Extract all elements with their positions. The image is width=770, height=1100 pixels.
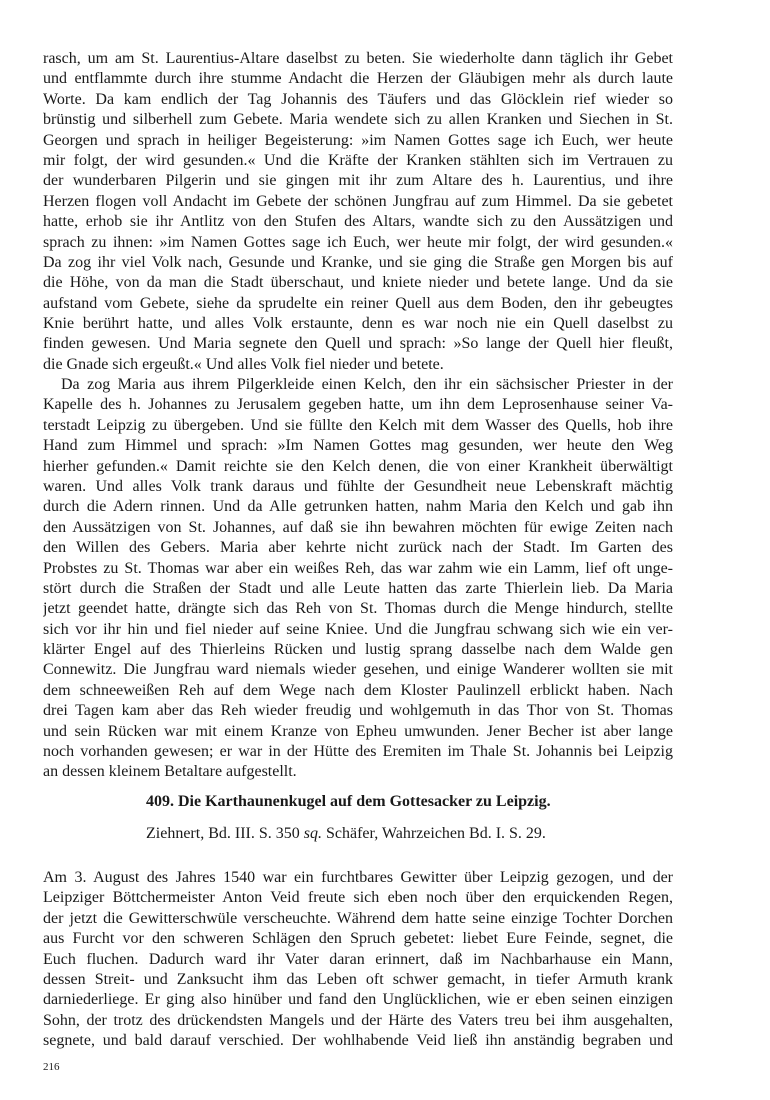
text-line: jetzt geendet hatte, drängte sich das Reh von St. Thomas durch die Menge hindurch, stellte	[43, 600, 673, 618]
text-line: drei Tagen kam aber das Reh wieder freudig und wohlgemuth in das Thor von St. Thomas	[43, 702, 673, 720]
text-line: dem schneeweißen Reh auf dem Wege nach dem Kloster Paulinzell erblickt haben. Nach	[43, 681, 673, 699]
text-line: Am 3. August des Jahres 1540 war ein furchtbares Gewitter über Leipzig gezogen, und der	[43, 869, 673, 886]
text-line: waren. Und alles Volk trank daraus und fühlte der Gesundheit neue Lebenskraft mächtig	[43, 477, 673, 495]
text-line: aufstand vom Gebete, siehe da sprudelte ein reiner Quell aus dem Boden, den ihr gebeugtes	[43, 294, 673, 312]
text-line: und sein Rücken war mit einem Kranze von Epheu umwunden. Jener Becher ist aber lange	[43, 722, 673, 740]
source-references	[146, 824, 546, 844]
text-line: Sohn, der trotz des drückendsten Mangels und der Härte des Vaters treu bei ihm ausgehalten,	[43, 1011, 673, 1029]
text-line: hatte, erhob sie ihr Antlitz von den Stufen des Altars, wandte sich zu den Aussätzigen und	[43, 213, 673, 231]
sources-italic: sq.	[303, 825, 322, 842]
text-line: die Höhe, von da man die Stadt überschaut, und kniete nieder und betete lange. Und da sie	[43, 274, 673, 292]
paragraph-kelch	[43, 375, 673, 783]
text-line: der wunderbaren Pilgerin und sie gingen mit ihr zum Altare des h. Laurentius, und ihre	[43, 172, 673, 190]
section-heading: 409. Die Karthaunenkugel auf dem Gottesacker zu Leipzig.	[146, 793, 551, 810]
text-line-last: die Gnade sich ergeußt.« Und alles Volk fiel nieder und betete.	[43, 355, 444, 373]
text-line: Knie berührt hatte, und alles Volk erstaunte, denn es war noch nie ein Quell daselbst zu	[43, 315, 673, 333]
paragraph-continuation	[43, 49, 673, 375]
text-line: brünstig und silberhell zum Gebete. Maria wendete sich zu allen Kranken und Siechen in St.	[43, 111, 673, 129]
text-line: dessen Streit- und Zanksucht ihm das Leben oft schwer gemacht, in tiefer Armuth krank	[43, 970, 673, 988]
text-line: Hand zum Himmel und sprach: »Im Namen Gottes mag gesunden, wer heute den Weg	[43, 437, 673, 455]
text-line: segnete, und bald darauf verschied. Der wohlhabende Veid ließ ihn anständig begraben und	[43, 1032, 673, 1050]
text-line-first: Da zog Maria aus ihrem Pilgerkleide einen Kelch, den ihr ein sächsischer Priester in der	[61, 376, 673, 393]
text-line: finden gewesen. Und Maria segnete den Quell und sprach: »So lange der Quell hier fleußt,	[43, 335, 673, 353]
text-line: darniederliege. Er ging also hinüber und fand den Unglücklichen, wie er eben seinen einzigen	[43, 991, 673, 1009]
text-line: aus Furcht vor den schweren Schlägen den Spruch gebetet: liebet Eure Feinde, segnet, die	[43, 930, 673, 948]
text-line: den Willen des Gebers. Maria aber kehrte nicht zurück nach der Stadt. Im Garten des	[43, 539, 673, 557]
text-line: hierher gefunden.« Damit reichte sie den Kelch denen, die von einer Krankheit überwältigt	[43, 457, 673, 475]
text-line: noch vorhanden gewesen; er war in der Hütte des Eremiten im Thale St. Johannis bei Leipzig	[43, 743, 673, 761]
page-number: 216	[43, 1061, 60, 1073]
text-line: Kapelle des h. Johannes zu Jerusalem gegeben hatte, um ihn dem Leprosenhause seiner Va-	[43, 396, 673, 414]
text-line: stört durch die Straßen der Stadt und alle Leute hatten das zarte Thierlein lieb. Da Maria	[43, 579, 673, 597]
text-line: sprach zu ihnen: »im Namen Gottes sage ich Euch, wer heute mir folgt, der wird gesunden.«	[43, 233, 673, 251]
text-line: der jetzt die Gewitterschwüle verscheuchte. Während dem hatte seine einzige Tochter Dorchen	[43, 909, 673, 927]
text-line: rasch, um am St. Laurentius-Altare daselbst zu beten. Sie wiederholte dann täglich ihr Gebet	[43, 50, 673, 67]
text-line-last: an dessen kleinem Betaltare aufgestellt.	[43, 763, 297, 781]
text-line: den Aussätzigen von St. Johannes, auf daß sie ihn bewahren möchten für ewige Zeiten nach	[43, 518, 673, 536]
text-line: durch die Adern rinnen. Und da Alle getrunken hatten, nahm Maria den Kelch und gab ihn	[43, 498, 673, 516]
text-line: Euch fluchen. Dadurch ward ihr Vater daran erinnert, daß im Nachbarhause ein Mann,	[43, 950, 673, 968]
text-line: terstadt Leipzig zu übergeben. Und sie füllte den Kelch mit dem Wasser des Quells, hob ihre	[43, 416, 673, 434]
text-line: Herzen flogen voll Andacht im Gebete der schönen Jungfrau auf zum Himmel. Da sie gebetet	[43, 192, 673, 210]
text-line: Da zog ihr viel Volk nach, Gesunde und Kranke, und sie ging die Straße gen Morgen bis auf	[43, 253, 673, 271]
text-line: Worte. Da kam endlich der Tag Johannis des Täufers und das Glöcklein rief wieder so	[43, 90, 673, 108]
text-line: Georgen und sprach in heiliger Begeisterung: »im Namen Gottes sage ich Euch, wer heute	[43, 131, 673, 149]
text-line: klärter Engel auf des Thierleins Rücken und lustig sprang dasselbe nach dem Walde gen	[43, 641, 673, 659]
paragraph-gewitter	[43, 868, 673, 1052]
text-line: Connewitz. Die Jungfrau ward niemals wieder gesehen, und einige Wanderer wollten sie mit	[43, 661, 673, 679]
text-line: und entflammte durch ihre stumme Andacht die Herzen der Gläubigen mehr als durch laute	[43, 70, 673, 88]
text-line: Probstes zu St. Thomas war aber ein weißes Reh, das war zahm wie ein Lamm, lief oft unge-	[43, 559, 673, 577]
text-line: mir folgt, der wird gesunden.« Und die Kräfte der Kranken stählten sich im Vertrauen zu	[43, 151, 673, 169]
sources-text-rest: Schäfer, Wahrzeichen Bd. I. S. 29.	[321, 825, 546, 842]
text-line: sich vor ihr hin und fiel nieder auf seine Kniee. Und die Jungfrau schwang sich wie ein ver-	[43, 620, 673, 638]
text-line: Leipziger Böttchermeister Anton Veid freute sich eben noch über den erquickenden Regen,	[43, 889, 673, 907]
sources-text: Ziehnert, Bd. III. S. 350	[146, 825, 304, 842]
